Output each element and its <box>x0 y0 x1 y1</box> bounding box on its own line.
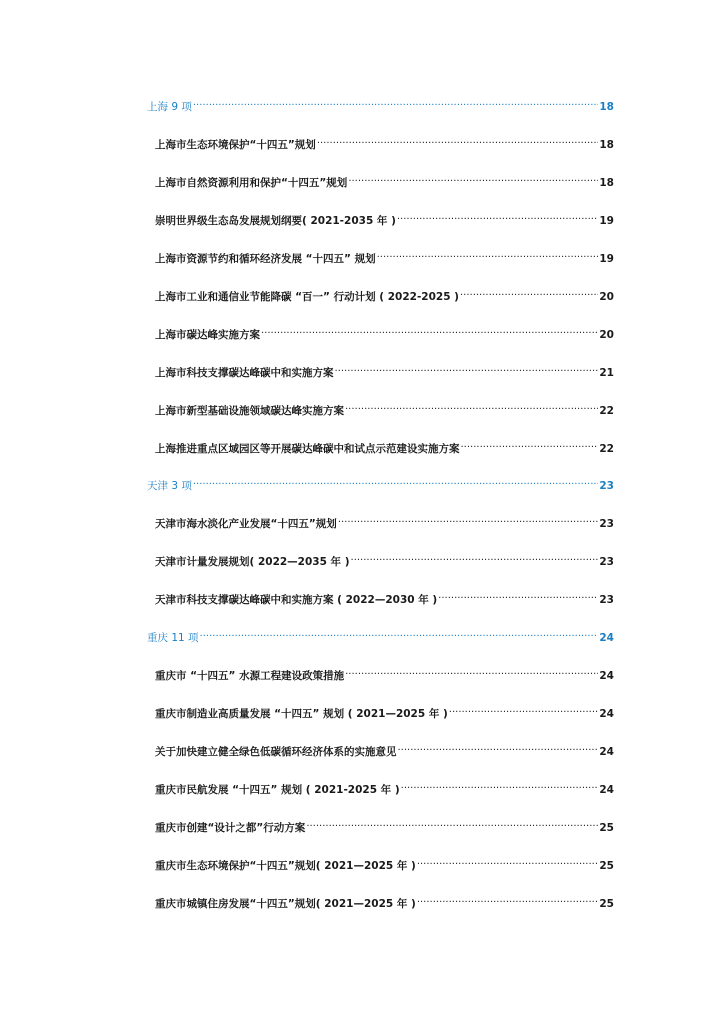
toc-page-number: 22 <box>599 443 614 455</box>
toc-entry[interactable] <box>155 701 614 720</box>
toc-page-number: 24 <box>599 746 614 758</box>
toc-page-number: 25 <box>599 860 614 872</box>
toc-dot-leader <box>348 170 598 186</box>
toc-entry[interactable] <box>155 398 614 417</box>
toc-entry-title: 重庆市生态环境保护“十四五”规划( 2021—2025 年 ) <box>155 860 416 872</box>
toc-page-number: 24 <box>599 784 614 796</box>
toc-dot-leader <box>306 815 598 831</box>
toc-entry[interactable] <box>155 663 614 682</box>
toc-dot-leader <box>397 208 599 224</box>
toc-entry[interactable] <box>155 549 614 568</box>
toc-section-chongqing[interactable] <box>147 625 614 644</box>
toc-dot-leader <box>351 549 599 565</box>
toc-dot-leader <box>335 360 599 376</box>
toc-entry-title: 天津市计量发展规划( 2022—2035 年 ) <box>155 556 350 568</box>
toc-entry[interactable] <box>155 284 614 303</box>
toc-entry[interactable] <box>155 436 614 455</box>
toc-dot-leader <box>398 739 599 755</box>
toc-entry[interactable] <box>155 587 614 606</box>
toc-entry-title: 关于加快建立健全绿色低碳循环经济体系的实施意见 <box>155 746 397 758</box>
toc-dot-leader <box>460 284 598 300</box>
toc-dot-leader <box>401 777 599 793</box>
toc-section-title: 天津 3 项 <box>147 480 192 492</box>
toc-dot-leader <box>461 436 599 452</box>
toc-page-number: 23 <box>599 518 614 530</box>
toc-entry[interactable] <box>155 360 614 379</box>
toc-entry-title: 上海市生态环境保护“十四五”规划 <box>155 139 316 151</box>
toc-entry-title: 崇明世界级生态岛发展规划纲要( 2021-2035 年 ) <box>155 215 396 227</box>
toc-entry-title: 重庆市城镇住房发展“十四五”规划( 2021—2025 年 ) <box>155 898 416 910</box>
toc-entry-title: 重庆市创建“设计之都”行动方案 <box>155 822 306 834</box>
toc-section-tianjin[interactable] <box>147 473 614 492</box>
toc-dot-leader <box>261 322 598 338</box>
toc-page-number: 22 <box>599 405 614 417</box>
toc-page-number: 24 <box>599 670 614 682</box>
toc-page-number: 19 <box>599 253 614 265</box>
toc-dot-leader <box>317 132 599 148</box>
toc-section-shanghai[interactable] <box>147 94 614 113</box>
toc-page-number: 19 <box>599 215 614 227</box>
toc-dot-leader <box>345 663 598 679</box>
toc-entry[interactable] <box>155 511 614 530</box>
toc-entry-title: 上海市资源节约和循环经济发展 “十四五” 规划 <box>155 253 376 265</box>
toc-entry-title: 重庆市制造业高质量发展 “十四五” 规划 ( 2021—2025 年 ) <box>155 708 448 720</box>
toc-dot-leader <box>200 625 599 641</box>
toc-dot-leader <box>338 511 599 527</box>
toc-page-number: 18 <box>599 101 614 113</box>
toc-page-number: 20 <box>599 329 614 341</box>
toc-entry-title: 上海市工业和通信业节能降碳 “百一” 行动计划 ( 2022-2025 ) <box>155 291 459 303</box>
toc-dot-leader <box>193 473 599 489</box>
toc-entry[interactable] <box>155 853 614 872</box>
toc-dot-leader <box>377 246 599 262</box>
toc-entry-title: 重庆市 “十四五” 水源工程建设政策措施 <box>155 670 345 682</box>
toc-section-title: 重庆 11 项 <box>147 632 199 644</box>
toc-entry[interactable] <box>155 132 614 151</box>
toc-entry[interactable] <box>155 815 614 834</box>
toc-entry[interactable] <box>155 739 614 758</box>
toc-entry-title: 上海市碳达峰实施方案 <box>155 329 260 341</box>
toc-entry-title: 重庆市民航发展 “十四五” 规划 ( 2021-2025 年 ) <box>155 784 400 796</box>
toc-page-number: 24 <box>599 708 614 720</box>
toc-entry[interactable] <box>155 208 614 227</box>
toc-dot-leader <box>345 398 598 414</box>
toc-entry-title: 上海市科技支撑碳达峰碳中和实施方案 <box>155 367 334 379</box>
toc-entry-title: 天津市海水淡化产业发展“十四五”规划 <box>155 518 337 530</box>
toc-entry[interactable] <box>155 322 614 341</box>
toc-dot-leader <box>417 891 599 907</box>
toc-dot-leader <box>438 587 598 603</box>
toc-page-number: 18 <box>599 177 614 189</box>
toc-page-number: 25 <box>599 822 614 834</box>
toc-dot-leader <box>193 94 599 110</box>
toc-entry-title: 上海市自然资源利用和保护“十四五”规划 <box>155 177 348 189</box>
toc-page-number: 18 <box>599 139 614 151</box>
toc-page-number: 23 <box>599 480 614 492</box>
toc-entry[interactable] <box>155 170 614 189</box>
toc-entry-title: 上海推进重点区域园区等开展碳达峰碳中和试点示范建设实施方案 <box>155 443 460 455</box>
toc-dot-leader <box>417 853 599 869</box>
toc-page-number: 23 <box>599 594 614 606</box>
toc-page-number: 23 <box>599 556 614 568</box>
toc-entry[interactable] <box>155 777 614 796</box>
toc-page-number: 25 <box>599 898 614 910</box>
toc-entry-title: 天津市科技支撑碳达峰碳中和实施方案 ( 2022—2030 年 ) <box>155 594 438 606</box>
toc-dot-leader <box>449 701 599 717</box>
toc-entry[interactable] <box>155 891 614 910</box>
toc-page-number: 21 <box>599 367 614 379</box>
toc-page-number: 20 <box>599 291 614 303</box>
toc-entry[interactable] <box>155 246 614 265</box>
toc-section-title: 上海 9 项 <box>147 101 192 113</box>
toc-page-number: 24 <box>599 632 614 644</box>
toc-entry-title: 上海市新型基础设施领域碳达峰实施方案 <box>155 405 344 417</box>
